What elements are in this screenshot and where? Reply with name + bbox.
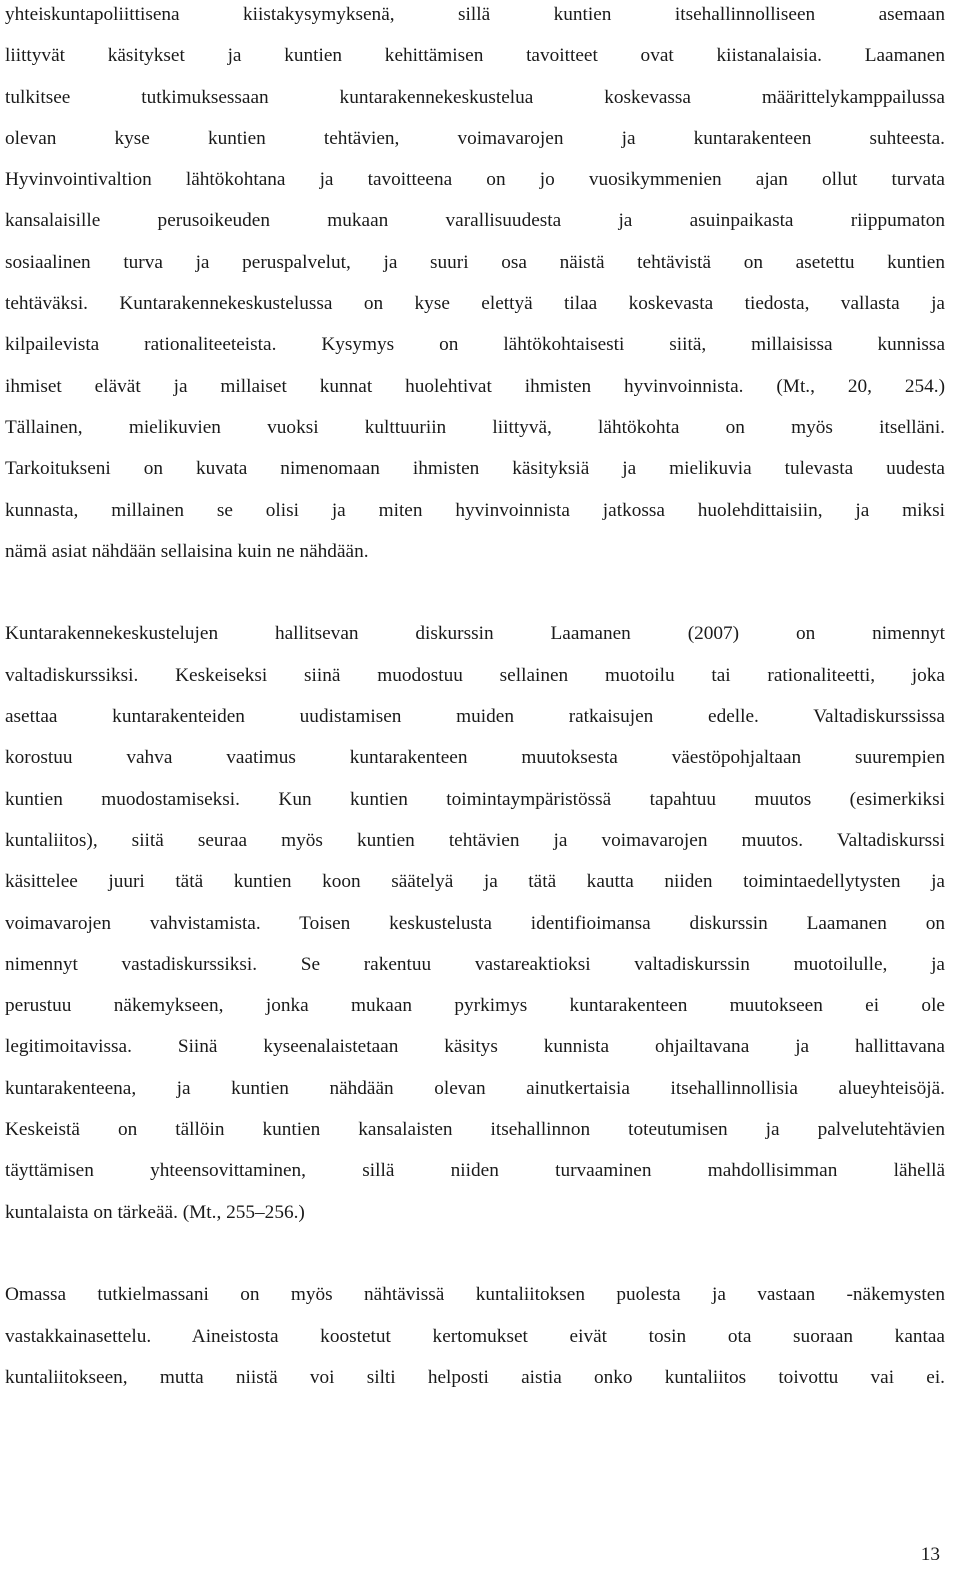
text-line: kansalaisille perusoikeuden mukaan varallisuudesta ja asuinpaikasta riippumaton	[5, 210, 945, 232]
text-line: tehtäväksi. Kuntarakennekeskustelussa on kyse elettyä tilaa koskevasta tiedosta, vallasta ja	[5, 293, 945, 315]
text-line: tulkitsee tutkimuksessaan kuntarakennekeskustelua koskevassa määrittelykamppailussa	[5, 86, 945, 108]
text-line: korostuu vahva vaatimus kuntarakenteen muutoksesta väestöpohjaltaan suurempien	[5, 747, 945, 769]
text-line: voimavarojen vahvistamista. Toisen keskustelusta identifioimansa diskurssin Laamanen on	[5, 912, 945, 934]
text-line: kilpailevista rationaliteeteista. Kysymys on lähtökohtaisesti siitä, millaisissa kunnissa	[5, 334, 945, 356]
text-line: asettaa kuntarakenteiden uudistamisen muiden ratkaisujen edelle. Valtadiskurssissa	[5, 706, 945, 728]
text-line: kuntarakenteena, ja kuntien nähdään olevan ainutkertaisia itsehallinnollisia alueyhteisöjä.	[5, 1077, 945, 1099]
paragraph-spacer	[5, 572, 945, 613]
document-body	[5, 0, 945, 1398]
text-line: liittyvät käsitykset ja kuntien kehittämisen tavoitteet ovat kiistanalaisia. Laamanen	[5, 45, 945, 67]
text-line: Tällainen, mielikuvien vuoksi kulttuuriin liittyvä, lähtökohta on myös itselläni.	[5, 416, 945, 438]
text-line: kuntaliitos), siitä seuraa myös kuntien tehtävien ja voimavarojen muutos. Valtadiskurssi	[5, 829, 945, 851]
text-line: olevan kyse kuntien tehtävien, voimavarojen ja kuntarakenteen suhteesta.	[5, 127, 945, 149]
text-line: legitimoitavissa. Siinä kyseenalaistetaan käsitys kunnista ohjailtavana ja hallittavana	[5, 1036, 945, 1058]
text-line: käsittelee juuri tätä kuntien koon säätelyä ja tätä kautta niiden toimintaedellytysten ja	[5, 871, 945, 893]
paragraph-3	[5, 1274, 945, 1398]
text-line: nämä asiat nähdään sellaisina kuin ne nähdään.	[5, 540, 369, 562]
text-line: kuntien muodostamiseksi. Kun kuntien toimintaympäristössä tapahtuu muutos (esimerkiksi	[5, 788, 945, 810]
text-line: nimennyt vastadiskurssiksi. Se rakentuu vastareaktioksi valtadiskurssin muotoilulle, ja	[5, 953, 945, 975]
text-line: valtadiskurssiksi. Keskeiseksi siinä muodostuu sellainen muotoilu tai rationaliteetti, joka	[5, 664, 945, 686]
text-line: kunnasta, millainen se olisi ja miten hyvinvoinnista jatkossa huolehdittaisiin, ja miksi	[5, 499, 945, 521]
page-number: 13	[920, 1544, 940, 1565]
text-line: sosiaalinen turva ja peruspalvelut, ja suuri osa näistä tehtävistä on asetettu kuntien	[5, 251, 945, 273]
text-line: kuntaliitokseen, mutta niistä voi silti helposti aistia onko kuntaliitos toivottu vai ei.	[5, 1366, 945, 1388]
text-line: täyttämisen yhteensovittaminen, sillä niiden turvaaminen mahdollisimman lähellä	[5, 1160, 945, 1182]
text-line: Omassa tutkielmassani on myös nähtävissä kuntaliitoksen puolesta ja vastaan -näkemysten	[5, 1284, 945, 1306]
text-line: Kuntarakennekeskustelujen hallitsevan diskurssin Laamanen (2007) on nimennyt	[5, 623, 945, 645]
paragraph-2	[5, 613, 945, 1232]
text-line: vastakkainasettelu. Aineistosta koostetut kertomukset eivät tosin ota suoraan kantaa	[5, 1325, 945, 1347]
text-line: perustuu näkemykseen, jonka mukaan pyrkimys kuntarakenteen muutokseen ei ole	[5, 995, 945, 1017]
paragraph-spacer	[5, 1233, 945, 1274]
text-line: Keskeistä on tällöin kuntien kansalaisten itsehallinnon toteutumisen ja palvelutehtävien	[5, 1119, 945, 1141]
text-line: Hyvinvointivaltion lähtökohtana ja tavoitteena on jo vuosikymmenien ajan ollut turvata	[5, 169, 945, 191]
text-line: ihmiset elävät ja millaiset kunnat huolehtivat ihmisten hyvinvoinnista. (Mt., 20, 254.)	[5, 375, 945, 397]
text-line: kuntalaista on tärkeää. (Mt., 255–256.)	[5, 1201, 305, 1223]
paragraph-1	[5, 0, 945, 572]
text-line: yhteiskuntapoliittisena kiistakysymyksenä, sillä kuntien itsehallinnolliseen asemaan	[5, 4, 945, 25]
text-line: Tarkoitukseni on kuvata nimenomaan ihmisten käsityksiä ja mielikuvia tulevasta uudesta	[5, 458, 945, 480]
